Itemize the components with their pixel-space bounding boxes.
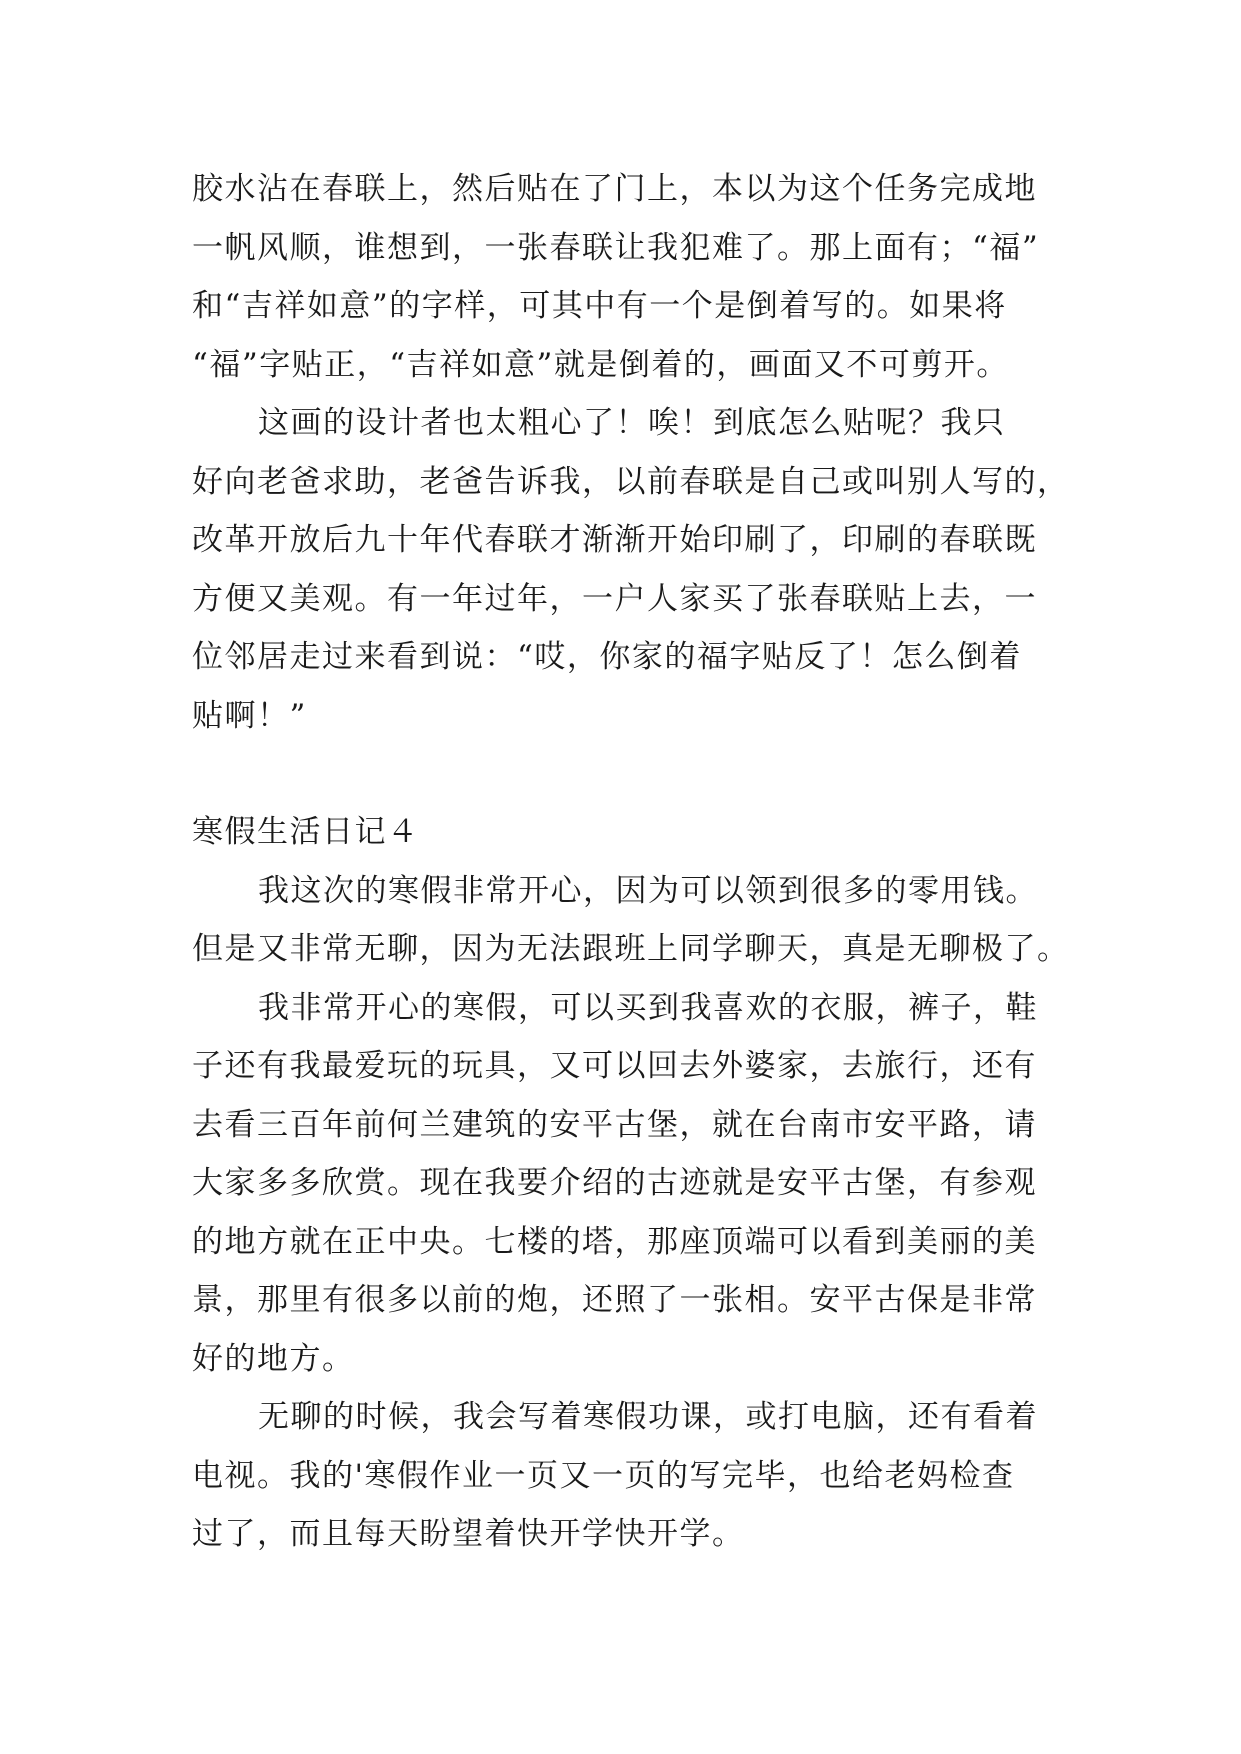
paragraph <box>192 394 1070 745</box>
text-line: 位邻居走过来看到说：“哎，你家的福字贴反了！怎么倒着 <box>192 639 1022 675</box>
text-line: 这画的设计者也太粗心了！唉！到底怎么贴呢？我只 <box>258 405 1006 441</box>
paragraph <box>192 1388 1052 1564</box>
text-line: 我这次的寒假非常开心，因为可以领到很多的零用钱。 <box>258 872 1038 909</box>
text-line: 方便又美观。有一年过年，一户人家买了张春联贴上去，一 <box>192 580 1037 617</box>
text-line: 无聊的时候，我会写着寒假功课，或打电脑，还有看着 <box>258 1399 1038 1435</box>
text-line: 改革开放后九十年代春联才渐渐开始印刷了，印刷的春联既 <box>192 522 1037 558</box>
text-line: 但是又非常无聊，因为无法跟班上同学聊天，真是无聊极了。 <box>192 931 1070 967</box>
text-line: 我非常开心的寒假，可以买到我喜欢的衣服，裤子，鞋 <box>258 989 1038 1026</box>
text-line: 胶水沾在春联上，然后贴在了门上，本以为这个任务完成地 <box>192 171 1037 207</box>
text-line: 和“吉祥如意”的字样，可其中有一个是倒着写的。如果将 <box>192 288 1007 324</box>
text-line: 好的地方。 <box>192 1340 355 1377</box>
text-line: 电视。我的'寒假作业一页又一页的写完毕，也给老妈检查 <box>192 1457 1015 1494</box>
text-line: 去看三百年前何兰建筑的安平古堡，就在台南市安平路，请 <box>192 1106 1037 1143</box>
document-body <box>192 160 1070 1564</box>
paragraph <box>192 862 1070 979</box>
paragraph <box>192 160 1052 394</box>
text-line: 子还有我最爱玩的玩具，又可以回去外婆家，去旅行，还有 <box>192 1048 1037 1084</box>
text-line: 景，那里有很多以前的炮，还照了一张相。安平古保是非常 <box>192 1282 1037 1318</box>
paragraph <box>192 979 1052 1389</box>
text-line: 的地方就在正中央。七楼的塔，那座顶端可以看到美丽的美 <box>192 1223 1037 1260</box>
section-title: 寒假生活日记４ <box>192 814 420 850</box>
text-line: 过了，而且每天盼望着快开学快开学。 <box>192 1516 745 1552</box>
text-line: 贴啊！” <box>192 697 307 734</box>
text-line: 一帆风顺，谁想到，一张春联让我犯难了。那上面有；“福” <box>192 229 1040 266</box>
text-line: 好向老爸求助，老爸告诉我，以前春联是自己或叫别人写的， <box>192 463 1070 500</box>
text-line: “福”字贴正，“吉祥如意”就是倒着的，画面又不可剪开。 <box>192 346 1009 383</box>
text-line: 大家多多欣赏。现在我要介绍的古迹就是安平古堡，有参观 <box>192 1165 1037 1201</box>
section-spacer <box>192 745 1052 803</box>
